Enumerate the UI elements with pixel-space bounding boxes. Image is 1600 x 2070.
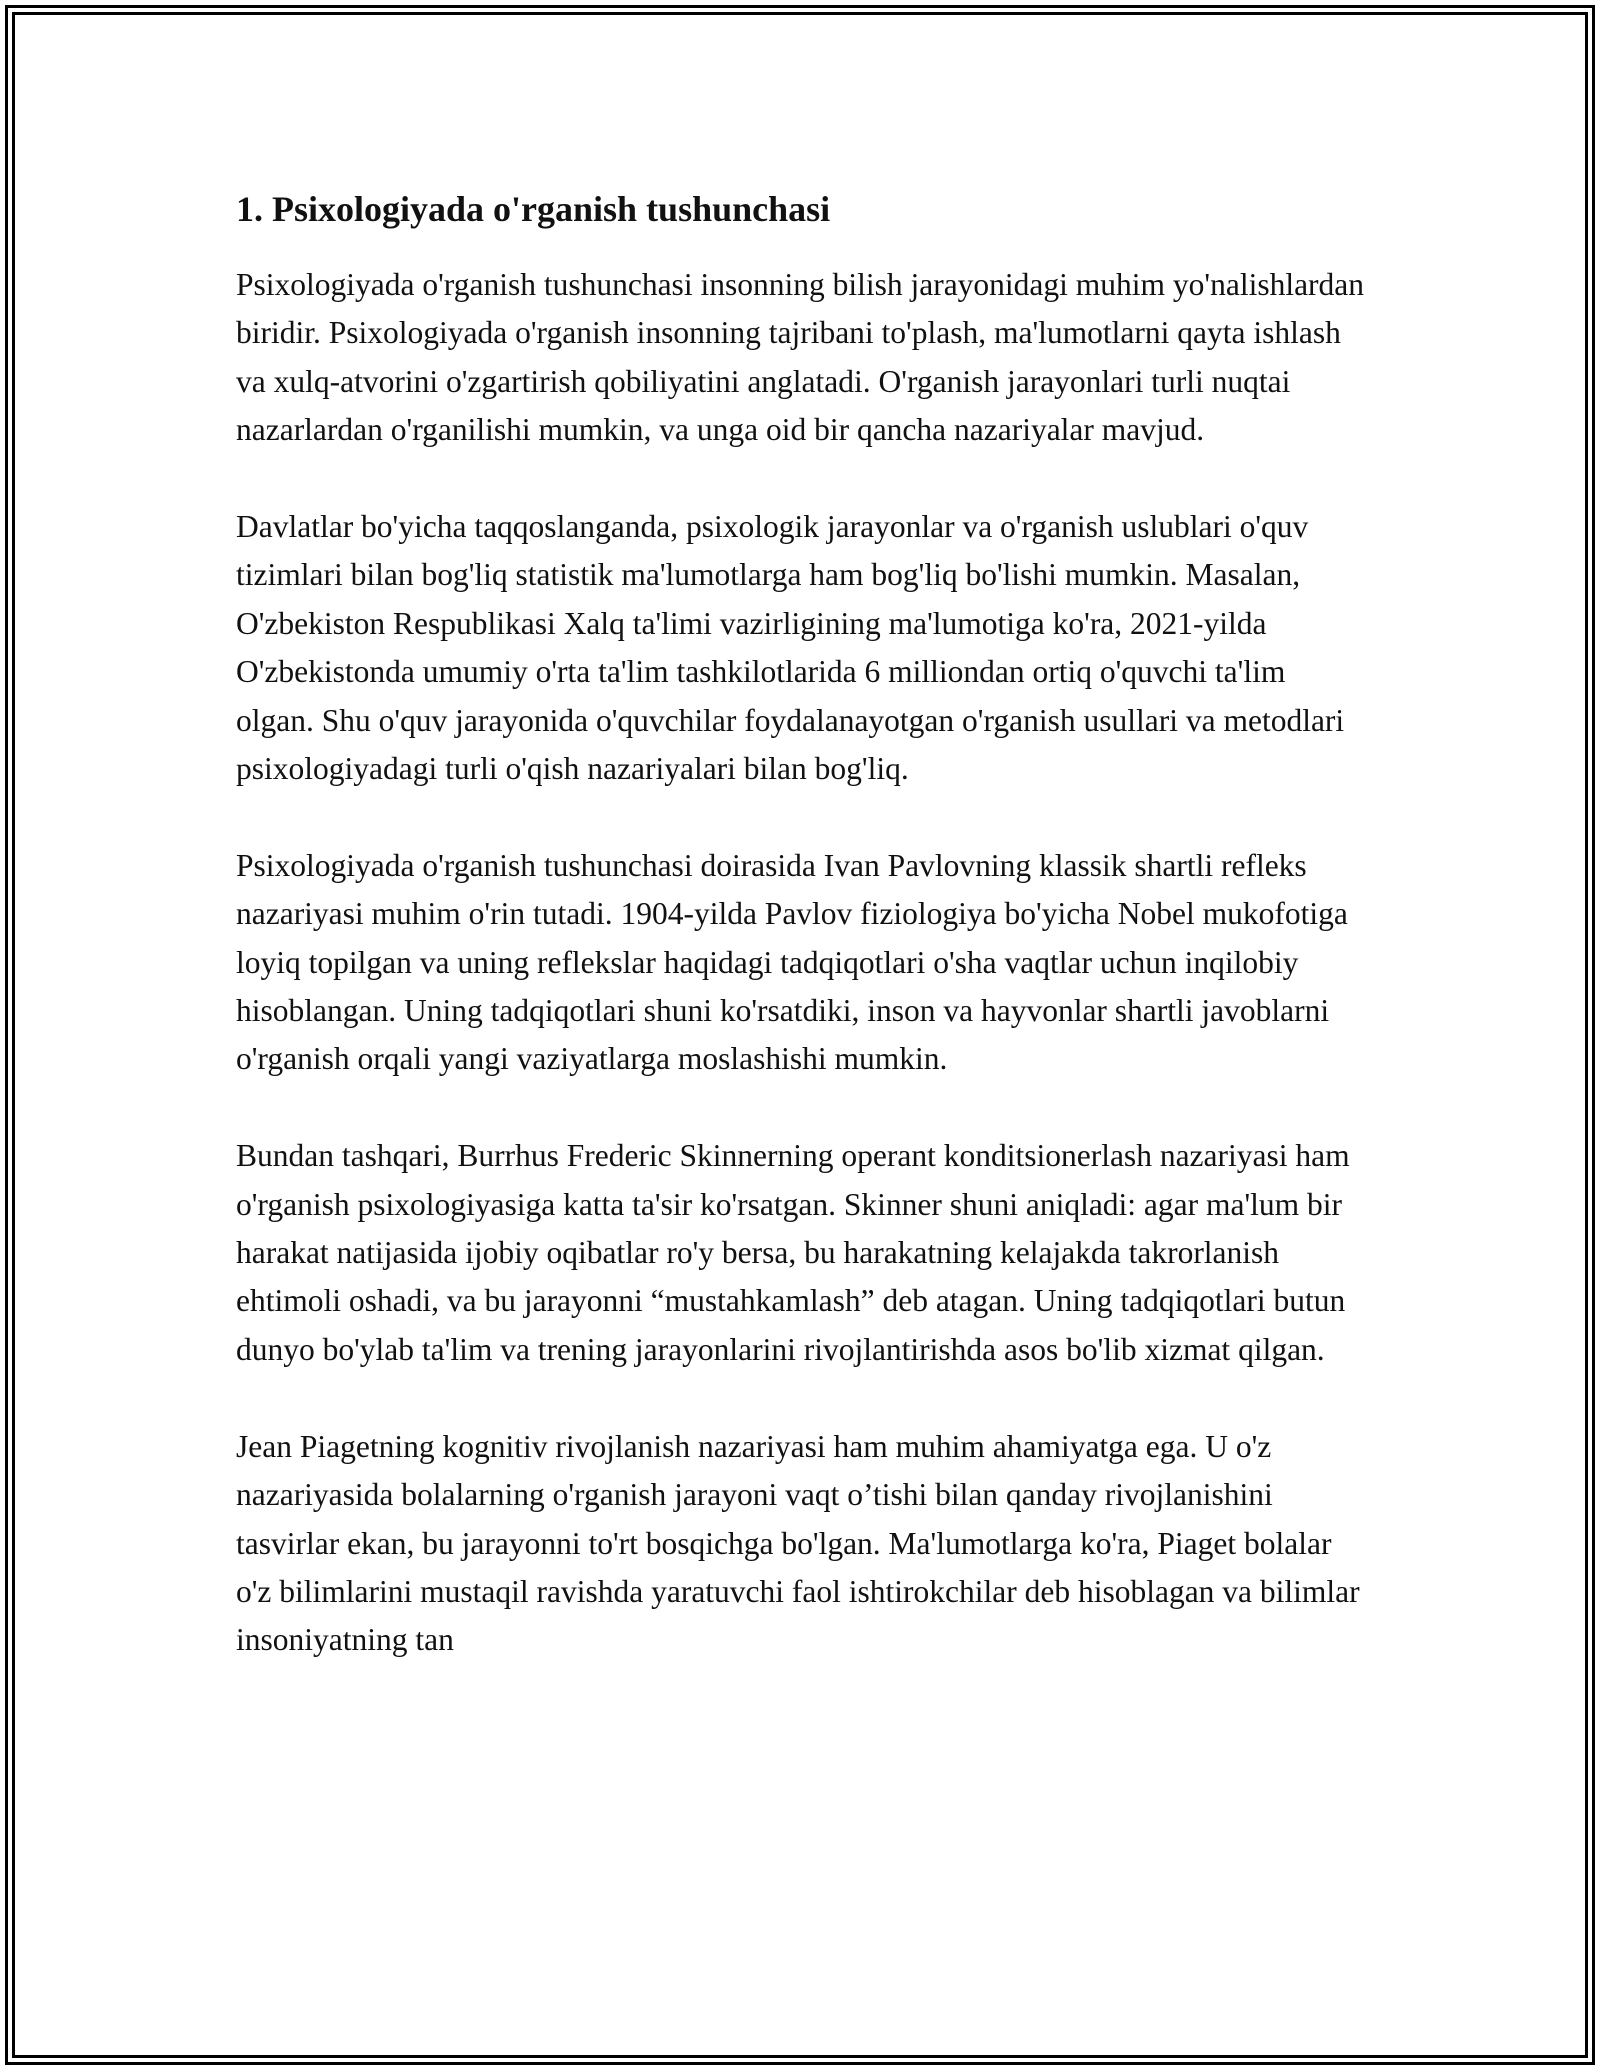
paragraph-pavlov: Psixologiyada o'rganish tushunchasi doirasida Ivan Pavlovning klassik shartli refleks nazariyasi muhim o'rin tutadi. 1904-yilda Pavlov fiziologiya bo'yicha Nobel mukofotiga loyiq topilgan va uning reflekslar haqidagi tadqiqotlari o'sha vaqtlar uchun inqilobiy hisoblangan. Uning tadqiqotlari shuni ko'rsatdiki, inson va hayvonlar shartli javoblarni o'rganish orqali yangi vaziyatlarga moslashishi mumkin. xyxy=(236,847,1348,1077)
paragraph-piaget: Jean Piagetning kognitiv rivojlanish nazariyasi ham muhim ahamiyatga ega. U o'z nazariyasida bolalarning o'rganish jarayoni vaqt o’tishi bilan qanday rivojlanishini tasvirlar ekan, bu jarayonni to'rt bosqichga bo'lgan. Ma'lumotlarga ko'ra, Piaget bolalar o'z bilimlarini mustaqil ravishda yaratuvchi faol ishtirokchilar deb hisoblagan va bilimlar insoniyatning tan xyxy=(236,1428,1360,1658)
document-body xyxy=(236,186,1366,1713)
section-heading: 1. Psixologiyada o'rganish tushunchasi xyxy=(236,189,831,229)
paragraph-statistics: Davlatlar bo'yicha taqqoslanganda, psixologik jarayonlar va o'rganish uslublari o'quv tizimlari bilan bog'liq statistik ma'lumotlarga ham bog'liq bo'lishi mumkin. Masalan, O'zbekiston Respublikasi Xalq ta'limi vazirligining ma'lumotiga ko'ra, 2021-yilda O'zbekistonda umumiy o'rta ta'lim tashkilotlarida 6 milliondan ortiq o'quvchi ta'lim olgan. Shu o'quv jarayonida o'quvchilar foydalanayotgan o'rganish usullari va metodlari psixologiyadagi turli o'qish nazariyalari bilan bog'liq. xyxy=(236,509,1345,787)
paragraph-intro: Psixologiyada o'rganish tushunchasi insonning bilish jarayonidagi muhim yo'nalishlardan biridir. Psixologiyada o'rganish insonning tajribani to'plash, ma'lumotlarni qayta ishlash va xulq-atvorini o'zgartirish qobiliyatini anglatadi. O'rganish jarayonlari turli nuqtai nazarlardan o'rganilishi mumkin, va unga oid bir qancha nazariyalar mavjud. xyxy=(236,267,1365,448)
paragraph-skinner: Bundan tashqari, Burrhus Frederic Skinnerning operant konditsionerlash nazariyasi ham o'rganish psixologiyasiga katta ta'sir ko'rsatgan. Skinner shuni aniqladi: agar ma'lum bir harakat natijasida ijobiy oqibatlar ro'y bersa, bu harakatning kelajakda takrorlanish ehtimoli oshadi, va bu jarayonni “mustahkamlash” deb atagan. Uning tadqiqotlari butun dunyo bo'ylab ta'lim va trening jarayonlarini rivojlantirishda asos bo'lib xizmat qilgan. xyxy=(236,1138,1350,1367)
